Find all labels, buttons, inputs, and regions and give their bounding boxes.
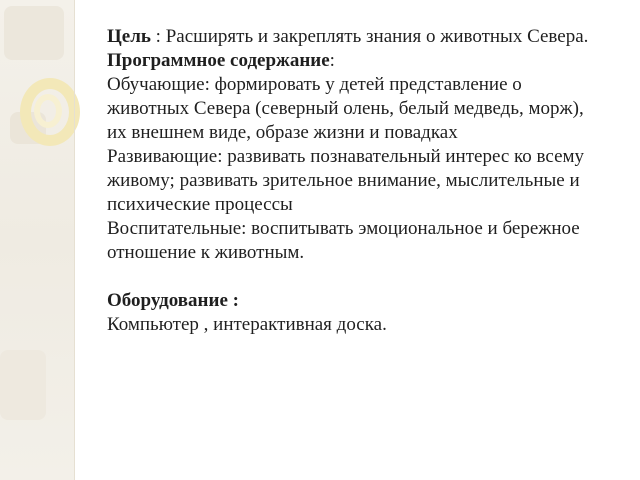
equipment-heading: Оборудование :	[107, 290, 239, 311]
spacer	[107, 265, 607, 289]
educational-goals: Воспитательные: воспитывать эмоциональное и бережное отношение к животным.	[107, 218, 580, 263]
program-heading-suffix: :	[329, 50, 335, 71]
decorative-divider	[74, 0, 75, 480]
slide-content	[107, 25, 607, 337]
goal-text: : Расширять и закреплять знания о животных Севера.	[150, 26, 589, 47]
teaching-goals: Обучающие: формировать у детей представление о животных Севера (северный олень, белый медведь, морж), их внешнем виде, образе жизни и повадках	[107, 74, 584, 143]
decorative-side-panel	[0, 0, 74, 480]
equipment-text: Компьютер , интерактивная доска.	[107, 314, 387, 335]
program-heading-label: Программное содержание	[107, 50, 330, 71]
developing-goals: Развивающие: развивать познавательный интерес ко всему живому; развивать зрительное внимание, мыслительные и психические процессы	[107, 146, 585, 215]
goal-paragraph	[107, 25, 607, 49]
goal-label: Цель	[107, 26, 151, 47]
decorative-square	[0, 350, 46, 420]
decorative-square	[4, 6, 64, 60]
decorative-inner-ring-icon	[34, 94, 62, 128]
program-heading	[107, 49, 607, 73]
